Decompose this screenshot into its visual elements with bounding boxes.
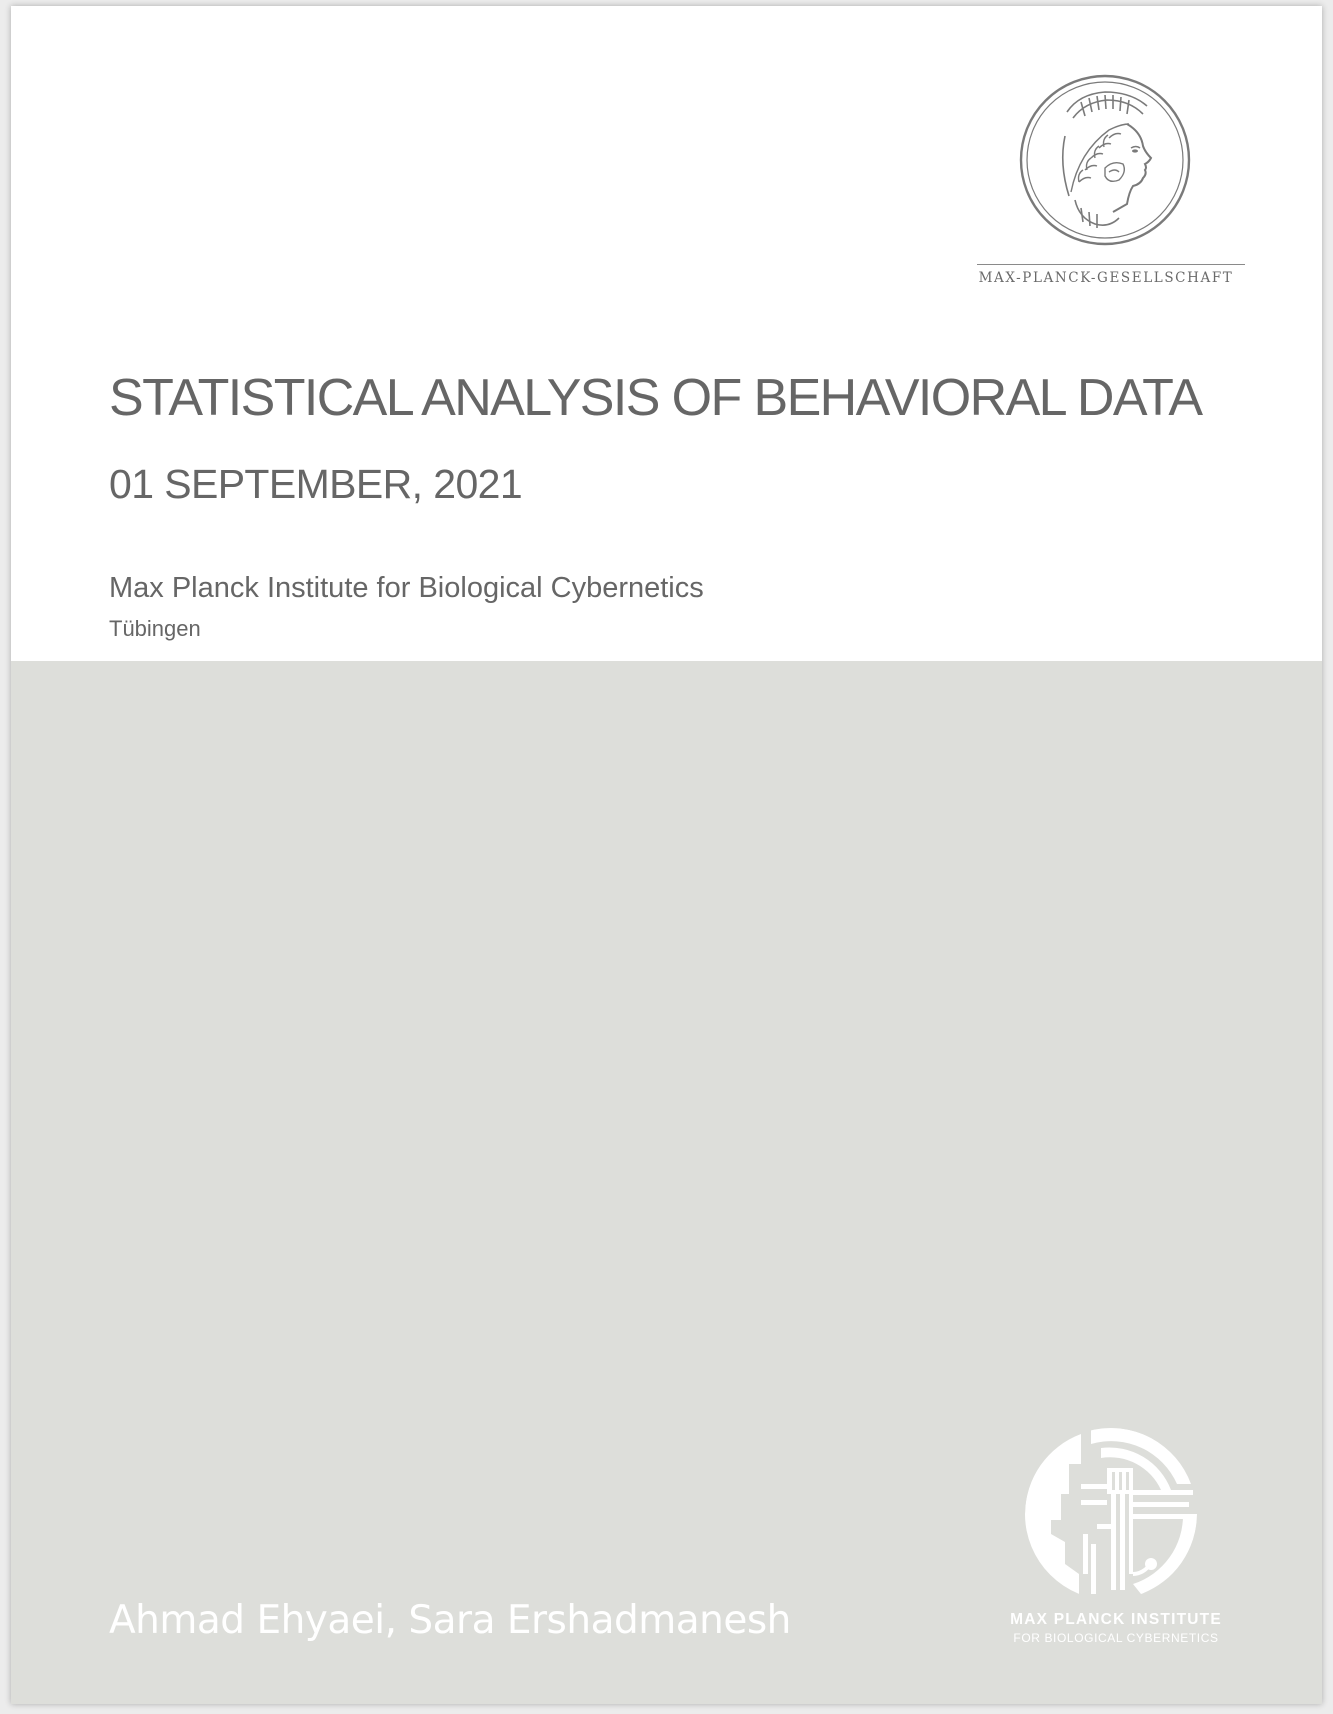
institute-logo-subtitle: FOR BIOLOGICAL CYBERNETICS bbox=[1013, 1631, 1219, 1645]
institute-logo-name: MAX PLANCK INSTITUTE bbox=[1010, 1611, 1222, 1628]
cybernetics-circuit-icon bbox=[1021, 1424, 1201, 1604]
institute-name: Max Planck Institute for Biological Cybernetics bbox=[109, 572, 704, 604]
report-cover-page bbox=[11, 6, 1322, 1704]
report-date: 01 SEPTEMBER, 2021 bbox=[109, 461, 523, 507]
cover-top-panel bbox=[11, 6, 1322, 661]
society-name: MAX-PLANCK-GESELLSCHAFT bbox=[978, 270, 1234, 286]
society-divider bbox=[977, 264, 1245, 265]
authors: Ahmad Ehyaei, Sara Ershadmanesh bbox=[109, 1598, 791, 1643]
report-title: STATISTICAL ANALYSIS OF BEHAVIORAL DATA bbox=[109, 369, 1202, 427]
institute-city: Tübingen bbox=[109, 616, 201, 641]
minerva-head-icon bbox=[1009, 72, 1201, 248]
